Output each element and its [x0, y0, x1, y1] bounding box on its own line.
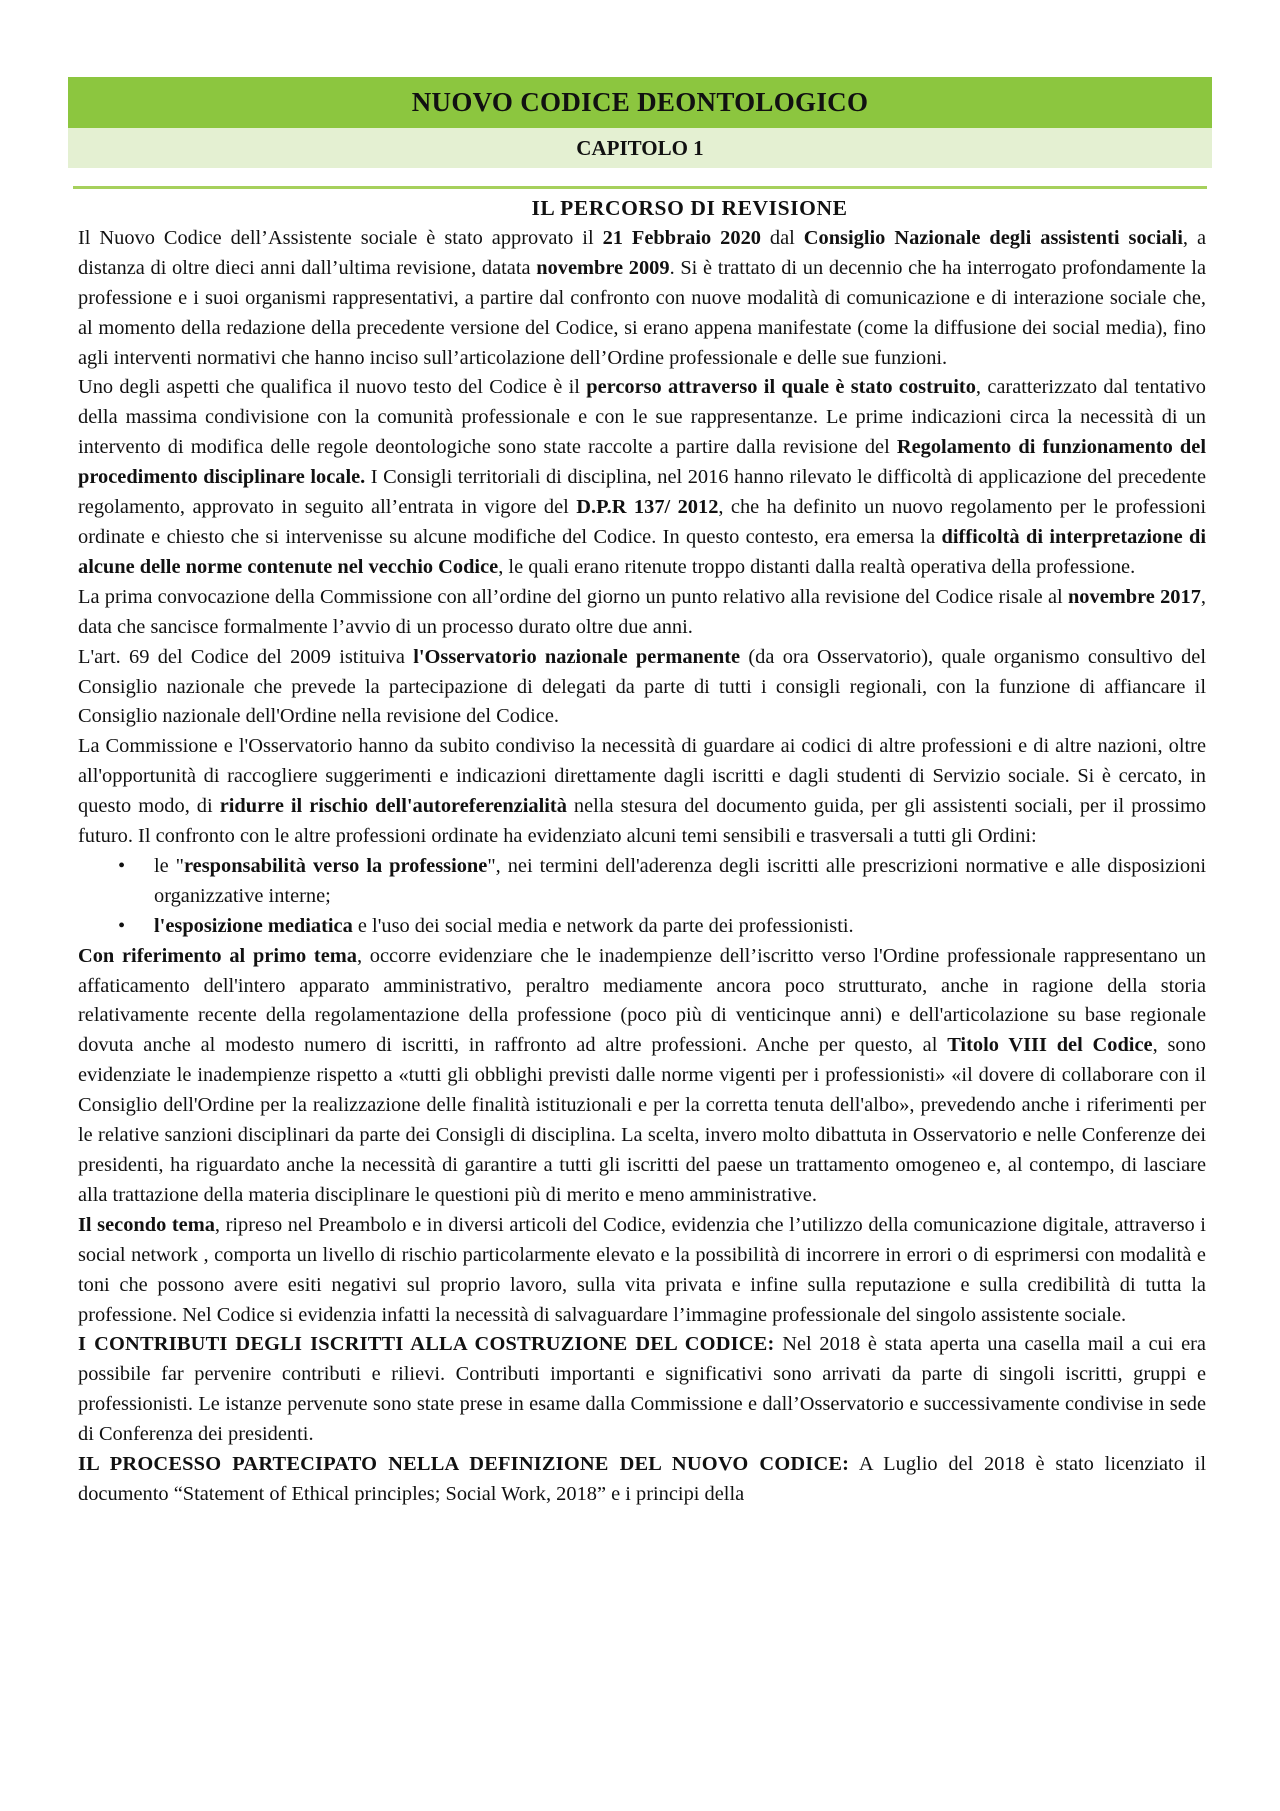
paragraph-commission [78, 583, 1206, 643]
bold-run: 21 Febbraio 2020 [602, 226, 761, 249]
text-run: (da ora Osservatorio), quale organismo consultivo del Consiglio nazionale che prevede la partecipazione di delegati da parte di tutti i consigli regionali, con la funzione di affiancare il Consiglio nazionale dell'Ordine nella revisione del Codice. [78, 645, 1206, 728]
bold-run: novembre 2017 [1067, 585, 1201, 608]
bold-run: Il secondo tema [78, 1213, 215, 1236]
bold-run: percorso attraverso il quale è stato costruito [586, 376, 976, 399]
text-run: dal [760, 226, 804, 249]
paragraph-other-codes [78, 732, 1206, 852]
paragraph-first-theme [78, 942, 1206, 1211]
text-run: , ripreso nel Preambolo e in diversi articoli del Codice, evidenzia che l’utilizzo della comunicazione digitale, attraverso i social network , comporta un livello di rischio particolarmente elevato e la possibilità di incorrere in errori o di esprimersi con modalità e toni che possono avere esiti negativi sul proprio lavoro, sulla vita privata e infine sulla reputazione e sulla credibilità di tutta la professione. Nel Codice si evidenzia infatti la necessità di salvaguardare l’immagine professionale del singolo assistente sociale. [78, 1213, 1206, 1326]
document-body [78, 194, 1206, 1510]
list-item [78, 852, 1206, 912]
themes-list [78, 852, 1206, 942]
bold-run: novembre 2009 [536, 256, 670, 279]
text-run: , occorre evidenziare che le inadempienze dell’iscritto verso l'Ordine professionale rappresentano un affaticamento dell'intero apparato amministrativo, peraltro mediamente ancora poco strutturato, anche in ragione della storia relativamente recente della regolamentazione della professione (poco più di venticinque anni) e dell'articolazione su base regionale dovuta anche al modesto numero di iscritti, in raffronto ad altre professioni. Anche per questo, al [78, 944, 1207, 1057]
chapter-bar [68, 128, 1212, 168]
bold-run: difficoltà di interpretazione di alcune delle norme contenute nel vecchio Codice [78, 525, 1206, 578]
bold-run: ridurre il rischio dell'autoreferenzialità [219, 795, 567, 818]
bold-run: Titolo VIII del Codice [947, 1034, 1153, 1057]
text-run: Il Nuovo Codice dell’Assistente sociale è stato approvato il [78, 226, 603, 249]
text-run: , a distanza di oltre dieci anni dall’ultima revisione, datata [78, 226, 1206, 279]
document-title: NUOVO CODICE DEONTOLOGICO [411, 87, 869, 117]
bold-run: l'Osservatorio nazionale permanente [413, 645, 741, 668]
bold-run: responsabilità verso la professione [184, 854, 488, 877]
text-run: L'art. 69 del Codice del 2009 istituiva [78, 645, 414, 668]
bold-run: Regolamento di funzionamento del procedimento disciplinare locale. [78, 436, 1206, 489]
text-run: . Si è trattato di un decennio che ha interrogato profondamente la professione e i suoi organismi rappresentativi, a partire dal confronto con nuove modalità di comunicazione e di interazione sociale che, al momento della redazione della precedente versione del Codice, si erano appena manifestate (come la diffusione dei social media), fino agli interventi normativi che hanno inciso sull’articolazione dell’Ordine professionale e delle sue funzioni. [78, 256, 1207, 369]
text-run: La prima convocazione della Commissione con all’ordine del giorno un punto relativo alla revisione del Codice risale al [78, 585, 1068, 608]
document-title-bar [68, 77, 1212, 128]
paragraph-observatory [78, 643, 1206, 733]
text-run: e l'uso dei social media e network da parte dei professionisti. [352, 914, 854, 937]
bold-run: Con riferimento al primo tema [78, 944, 357, 967]
text-run: I Consigli territoriali di disciplina, nel 2016 hanno rilevato le difficoltà di applicazione del precedente regolamento, approvato in seguito all’entrata in vigore del [78, 466, 1206, 519]
text-run: , caratterizzato dal tentativo della massima condivisione con la comunità professionale e con le sue rappresentanze. Le prime indicazioni circa la necessità di un intervento di modifica delle regole deontologiche sono state raccolte a partire dalla revisione del [78, 376, 1206, 459]
paragraph-approval [78, 224, 1206, 374]
paragraph-contributions [78, 1330, 1206, 1450]
section-title: IL PERCORSO DI REVISIONE [531, 196, 848, 220]
header-divider [73, 186, 1207, 189]
text-run: , data che sancisce formalmente l’avvio di un processo durato oltre due anni. [78, 585, 1206, 638]
text-run: nella stesura del documento guida, per gli assistenti sociali, per il prossimo futuro. Il confronto con le altre professioni ordinate ha evidenziato alcuni temi sensibili e trasversali a tutti gli Ordini: [78, 795, 1207, 848]
chapter-title: CAPITOLO 1 [576, 135, 704, 160]
text-run: , le quali erano ritenute troppo distanti dalla realtà operativa della professione. [498, 555, 1136, 578]
text-run: A Luglio del 2018 è stato licenziato il documento “Statement of Ethical principles; Social Work, 2018” e i principi della [78, 1453, 1207, 1505]
paragraph-second-theme [78, 1211, 1206, 1331]
text-run: , che ha definito un nuovo regolamento per le professioni ordinate e chiesto che si intervenisse su alcune modifiche del Codice. In questo contesto, era emersa la [78, 496, 1206, 548]
paragraph-revision-path [78, 373, 1206, 582]
bullet-icon: • [118, 854, 126, 877]
list-item [78, 912, 1206, 942]
paragraph-participated-process [78, 1450, 1206, 1510]
text-run: le " [154, 854, 184, 877]
bullet-icon: • [118, 914, 126, 937]
text-run: ", nei termini dell'aderenza degli iscritti alle prescrizioni normative e alle disposizioni organizzative interne; [154, 854, 1206, 907]
bold-run: Consiglio Nazionale degli assistenti sociali [803, 226, 1183, 249]
bold-run: l'esposizione mediatica [154, 914, 353, 937]
text-run: Uno degli aspetti che qualifica il nuovo testo del Codice è il [78, 376, 587, 399]
text-run: Nel 2018 è stata aperta una casella mail a cui era possibile far pervenire contributi e rilievi. Contributi importanti e significativi sono arrivati da parte di singoli iscritti, gruppi e professionisti. Le istanze pervenute sono state prese in esame dalla Commissione e dall’Osservatorio e successivamente condivise in sede di Conferenza dei presidenti. [78, 1333, 1206, 1446]
inline-heading: IL PROCESSO PARTECIPATO NELLA DEFINIZIONE DEL NUOVO CODICE: [78, 1453, 850, 1476]
text-run: , sono evidenziate le inadempienze rispetto a «tutti gli obblighi previsti dalle norme vigenti per i professionisti» «il dovere di collaborare con il Consiglio dell'Ordine per la realizzazione delle finalità istituzionali e per la corretta tenuta dell'albo», prevedendo anche i riferimenti per le relative sanzioni disciplinari da parte dei Consigli di disciplina. La scelta, invero molto dibattuta in Osservatorio e nelle Conferenze dei presidenti, ha riguardato anche la necessità di garantire a tutti gli iscritti del paese un trattamento omogeneo e, al contempo, di lasciare alla trattazione della materia disciplinare le questioni più di merito e meno amministrative. [78, 1034, 1206, 1206]
bold-run: D.P.R 137/ 2012 [576, 496, 719, 519]
text-run: La Commissione e l'Osservatorio hanno da subito condiviso la necessità di guardare ai codici di altre professioni e di altre nazioni, oltre all'opportunità di raccogliere suggerimenti e indicazioni direttamente dagli iscritti e dagli studenti di Servizio sociale. Si è cercato, in questo modo, di [78, 735, 1206, 818]
inline-heading: I CONTRIBUTI DEGLI ISCRITTI ALLA COSTRUZIONE DEL CODICE: [78, 1333, 775, 1356]
